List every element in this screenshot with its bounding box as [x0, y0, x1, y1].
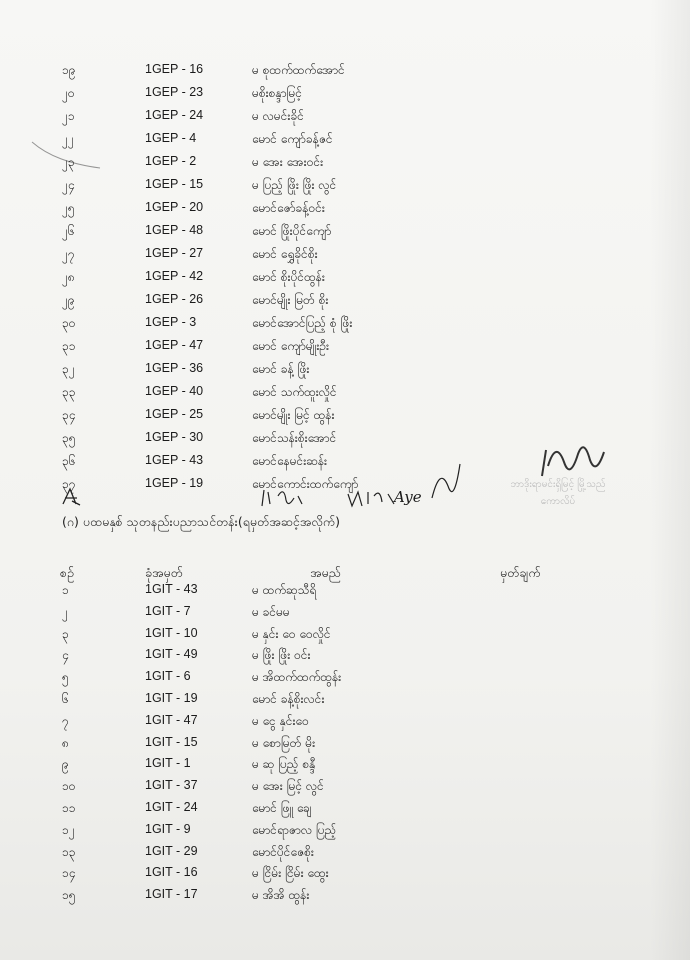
row-number: ၂၃: [62, 155, 75, 169]
seat-code: 1GEP - 23: [145, 85, 204, 99]
student-name: မောင်မျိုး မြတ် စိုး: [252, 293, 329, 307]
row-number: ၂၆: [62, 224, 75, 238]
handwritten-signature-1: [258, 486, 348, 512]
table-row: [0, 108, 690, 130]
table-row: [0, 384, 690, 406]
seat-code: 1GEP - 16: [145, 62, 204, 76]
row-number: ၄: [62, 648, 69, 663]
seat-code: 1GEP - 26: [145, 292, 204, 306]
row-number: ၁၉: [62, 63, 76, 77]
table-row: [0, 647, 690, 669]
student-name: မောင်သန်းစိုးအောင်: [252, 431, 337, 445]
table-row: [0, 865, 690, 887]
seat-code: 1GEP - 19: [145, 476, 204, 490]
table-row: [0, 85, 690, 107]
seat-code: 1GEP - 43: [145, 453, 204, 467]
row-number: ၂၇: [62, 247, 75, 261]
stamp-line-2: ဘာဒိုးရာမင်းရှိမြင့် မြို့သည်: [510, 479, 606, 490]
seat-code: 1GIT - 7: [145, 603, 191, 618]
seat-code: 1GEP - 27: [145, 246, 204, 260]
seat-code: 1GIT - 49: [145, 647, 198, 662]
section-heading: (ဂ) ပထမနှစ် သုတနည်းပညာသင်တန်း(ရမှတ်အဆင့်အလိုက်): [62, 514, 341, 529]
student-name: မောင်ကောင်းထက်ကျော်: [252, 477, 359, 491]
student-name: မ အေး အေးဝင်း: [252, 155, 324, 169]
seat-code: 1GIT - 17: [145, 887, 198, 902]
student-name: မ နှင်း ဝေ ဝေလှိုင်: [252, 626, 331, 641]
table-row: [0, 154, 690, 176]
student-name: မောင် သက်ထူးလှိုင်: [252, 385, 337, 399]
seat-code: 1GEP - 47: [145, 338, 204, 352]
table-row: [0, 315, 690, 337]
row-number: ၁၂: [62, 822, 75, 837]
table-row: [0, 844, 690, 866]
row-number: ၃၇: [62, 477, 76, 491]
table-row: [0, 361, 690, 383]
student-name: မောင် ခန့် ဖြိုး: [252, 362, 310, 376]
table-row: [0, 62, 690, 84]
row-number: ၂၀: [62, 86, 75, 100]
table-row: [0, 269, 690, 291]
table-row: [0, 604, 690, 626]
row-number: ၅: [62, 670, 69, 685]
row-number: ၂၄: [62, 178, 75, 192]
handwritten-mark-star: [60, 486, 82, 508]
student-name: မ အေး မြင့် လွင်: [252, 779, 324, 794]
table-row: [0, 778, 690, 800]
row-number: ၁၁: [62, 801, 76, 815]
column-header-name: အမည်: [310, 565, 341, 580]
student-name: မောင် ရွှေခိုင်စိုး: [252, 247, 318, 261]
student-name: မောင်နေမင်းဆန်း: [252, 454, 328, 468]
column-header-no: စဥ်: [60, 565, 74, 580]
seat-code: 1GEP - 15: [145, 177, 204, 191]
table-row: [0, 669, 690, 691]
seat-code: 1GEP - 48: [145, 223, 204, 237]
seat-code: 1GIT - 43: [145, 582, 198, 596]
row-number: ၂၁: [62, 109, 75, 123]
seat-code: 1GIT - 29: [145, 843, 198, 858]
row-number: ၃၆: [62, 454, 76, 468]
row-number: ၃၅: [62, 431, 76, 445]
row-number: ၁၄: [62, 866, 76, 881]
student-name: မောင် ကျော်ခန့်ဇင်: [252, 132, 333, 146]
seat-code: 1GIT - 16: [145, 865, 198, 880]
table-row: [0, 407, 690, 429]
student-name: မောင်ပိုင်ဇေစိုး: [252, 844, 314, 859]
row-number: ၇: [62, 713, 69, 728]
table-row: [0, 582, 690, 604]
seat-code: 1GIT - 24: [145, 800, 198, 814]
student-name: မ လမင်းခိုင်: [252, 109, 304, 123]
table-row: [0, 626, 690, 648]
student-name: မောင်အောင်ပြည့် စုံ ဖြိုး: [252, 316, 353, 330]
handwritten-signature-3: Aye: [394, 488, 422, 506]
row-number: ၃၀: [62, 316, 76, 330]
student-name: မ ဆု ပြည့် စန္ဒီ: [252, 757, 316, 772]
student-name: မောင်မျိုး မြင့် ထွန်း: [252, 408, 335, 422]
table-row: [0, 800, 690, 822]
student-name: မောင်ရာဇာလ ပြည့်: [252, 822, 337, 837]
seat-code: 1GEP - 40: [145, 384, 204, 398]
table-row: [0, 713, 690, 735]
row-number: ၁၃: [62, 844, 76, 859]
seat-code: 1GEP - 25: [145, 407, 204, 421]
official-stamp: [478, 476, 638, 540]
student-name: မောင်ဇော်ခန့်ဝင်း: [252, 201, 325, 215]
student-name: မ စောမြတ် မိုး: [252, 735, 316, 750]
column-header-code: ခုံအမှတ်: [145, 565, 183, 580]
student-name: မ အိအိ ထွန်း: [252, 888, 310, 903]
seat-code: 1GIT - 1: [145, 756, 191, 771]
row-number: ၂၉: [62, 293, 75, 307]
table-row: [0, 200, 690, 222]
table-row: [0, 246, 690, 268]
table-row: [0, 292, 690, 314]
column-header-remark: မှတ်ချက်: [500, 565, 541, 580]
seat-code: 1GEP - 36: [145, 361, 204, 375]
table-row: [0, 338, 690, 360]
student-name: မောင် ခန့်စိုးလင်း: [252, 692, 325, 706]
seat-code: 1GEP - 4: [145, 131, 197, 145]
student-name: မောင် စိုးပိုင်ထွန်း: [252, 270, 325, 284]
student-name: မ ငြိမ်း ငြိမ်း ထွေး: [252, 866, 329, 881]
handwritten-flourish: [426, 458, 466, 518]
seat-code: 1GEP - 42: [145, 269, 204, 283]
student-name: မ အိထက်ထက်ထွန်း: [252, 670, 342, 685]
seat-code: 1GEP - 3: [145, 315, 197, 329]
row-number: ၉: [62, 757, 69, 772]
seat-code: 1GEP - 20: [145, 200, 204, 214]
row-number: ၆: [62, 692, 69, 706]
student-name: မ ဖြိုး ဖြိုး ဝင်း: [252, 648, 311, 663]
student-name: မောင် ဖြိုးပိုင်ကျော်: [252, 224, 332, 238]
table-row: [0, 177, 690, 199]
student-name: မ စုထက်ထက်အောင်: [252, 63, 345, 77]
student-name: မ ငွေ နှင်းဝေ: [252, 713, 309, 728]
row-number: ၃၁: [62, 339, 76, 353]
seat-code: 1GEP - 24: [145, 108, 204, 122]
row-number: ၁: [62, 583, 69, 597]
row-number: ၂၂: [62, 132, 74, 146]
table-row: [0, 223, 690, 245]
seat-code: 1GEP - 2: [145, 154, 197, 168]
table-row: [0, 691, 690, 713]
seat-code: 1GIT - 10: [145, 625, 198, 640]
row-number: ၃၄: [62, 408, 76, 422]
student-name: မ ထက်ဆုသီရိ: [252, 583, 317, 597]
row-number: ၂၈: [62, 270, 75, 284]
seat-code: 1GIT - 19: [145, 691, 198, 705]
student-name: မ ခင်မမ: [252, 604, 290, 619]
stamp-line-3: ကောလိပ်: [540, 496, 576, 507]
seat-code: 1GIT - 9: [145, 821, 191, 836]
row-number: ၂: [62, 604, 68, 619]
row-number: ၃၂: [62, 362, 75, 376]
row-number: ၈: [62, 735, 69, 750]
seat-code: 1GIT - 6: [145, 669, 191, 684]
row-number: ၂၅: [62, 201, 75, 215]
seat-code: 1GIT - 15: [145, 734, 198, 749]
seat-code: 1GEP - 30: [145, 430, 204, 444]
table-row: [0, 756, 690, 778]
table-row: [0, 887, 690, 909]
table-row: [0, 131, 690, 153]
student-name: မောင် ဖြူ ချေ: [252, 801, 312, 815]
seat-code: 1GIT - 47: [145, 712, 198, 727]
seat-code: 1GIT - 37: [145, 778, 198, 793]
table-row: [0, 735, 690, 757]
student-name: မစိုးစန္ဒာမြင့်: [252, 86, 303, 100]
row-number: ၁၅: [62, 888, 76, 903]
row-number: ၁၀: [62, 779, 76, 794]
row-number: ၃: [62, 626, 69, 641]
student-name: မောင် ကျော်မျိုးဦး: [252, 339, 330, 353]
student-name: မ ပြည့် ဖြိုး ဖြိုး လွင်: [252, 178, 337, 192]
table-row: [0, 822, 690, 844]
row-number: ၃၃: [62, 385, 76, 399]
